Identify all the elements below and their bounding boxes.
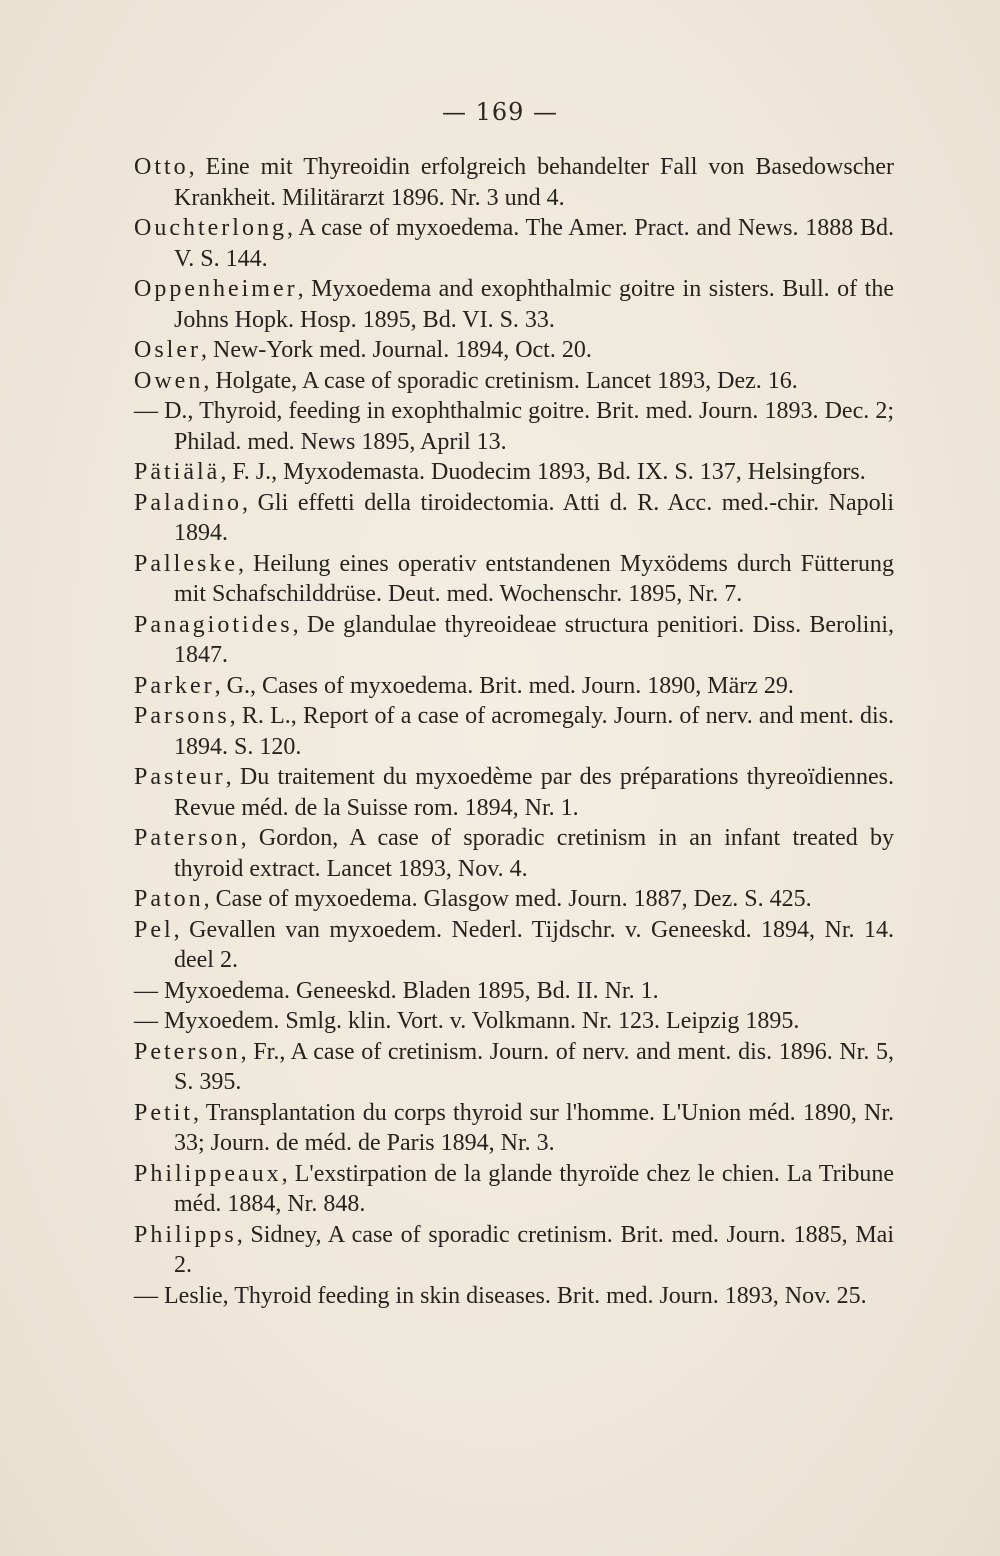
entry-text: — D., Thyroid, feeding in exophthalmic goitre. Brit. med. Journ. 1893. Dec. 2; Philad. med. News 1895, April 13. (134, 398, 894, 455)
entry-author: Parsons (134, 703, 230, 729)
entry-text: , Holgate, A case of sporadic cretinism. Lancet 1893, Dez. 16. (203, 367, 798, 394)
bibliography-entry (134, 915, 894, 976)
bibliography-entry (134, 823, 894, 884)
entry-text: , New-York med. Journal. 1894, Oct. 20. (200, 337, 592, 363)
entry-text: , F. J., Myxodemasta. Duodecim 1893, Bd. IX. S. 137, Helsingfors. (220, 459, 866, 485)
entry-author: Philipps (134, 1221, 237, 1248)
bibliography-entry (134, 610, 894, 671)
bibliography-entry (134, 1281, 894, 1312)
bibliography-list (134, 152, 894, 1311)
entry-author: Oppenheimer (134, 276, 298, 302)
bibliography-entry (134, 976, 894, 1007)
entry-author: Petit (134, 1099, 194, 1126)
bibliography-entry (134, 1037, 894, 1098)
entry-text: , Gordon, A case of sporadic cretinism in an infant treated by thyroid extract. Lancet 1893, Nov. 4. (174, 825, 894, 882)
bibliography-entry (134, 701, 894, 762)
entry-text: , L'exstirpation de la glande thyroïde chez le chien. La Tribune méd. 1884, Nr. 848. (174, 1160, 894, 1217)
entry-text: , Case of myxoedema. Glasgow med. Journ. 1887, Dez. S. 425. (203, 886, 812, 912)
bibliography-entry (134, 884, 894, 915)
bibliography-entry (134, 457, 894, 488)
bibliography-entry (134, 396, 894, 457)
bibliography-entry (134, 366, 894, 397)
bibliography-entry (134, 335, 894, 366)
bibliography-entry (134, 152, 894, 213)
entry-text: — Myxoedema. Geneeskd. Bladen 1895, Bd. II. Nr. 1. (134, 977, 659, 1004)
entry-author: Panagiotides (134, 611, 293, 638)
entry-author: Palleske (134, 550, 238, 577)
bibliography-entry (134, 1159, 894, 1220)
entry-text: , Sidney, A case of sporadic cretinism. Brit. med. Journ. 1885, Mai 2. (174, 1221, 894, 1278)
entry-author: Peterson (134, 1038, 241, 1065)
entry-text: , Eine mit Thyreoidin erfolgreich behandelter Fall von Basedowscher Krankheit. Militärarzt 1896. Nr. 3 und 4. (174, 154, 894, 211)
bibliography-entry (134, 549, 894, 610)
entry-text: , Gli effetti della tiroidectomia. Atti d. R. Acc. med.-chir. Napoli 1894. (174, 489, 894, 546)
entry-text: , A case of myxoedema. The Amer. Pract. and News. 1888 Bd. V. S. 144. (174, 215, 894, 272)
bibliography-entry (134, 1098, 894, 1159)
entry-author: Otto (134, 154, 189, 180)
entry-text: , G., Cases of myxoedema. Brit. med. Journ. 1890, März 29. (214, 672, 794, 699)
entry-author: Pel (134, 916, 174, 943)
entry-author: Paterson (134, 825, 241, 851)
entry-text: — Myxoedem. Smlg. klin. Vort. v. Volkmann. Nr. 123. Leipzig 1895. (134, 1008, 800, 1034)
entry-text: , De glandulae thyreoideae structura penitiori. Diss. Berolini, 1847. (174, 611, 894, 668)
page-number: — 169 — (441, 98, 559, 126)
entry-text: — Leslie, Thyroid feeding in skin diseases. Brit. med. Journ. 1893, Nov. 25. (134, 1282, 867, 1309)
bibliography-entry (134, 488, 894, 549)
entry-text: , Heilung eines operativ entstandenen Myxödems durch Fütterung mit Schafschilddrüse. Deut. med. Wochenschr. 1895, Nr. 7. (174, 550, 894, 607)
bibliography-entry (134, 274, 894, 335)
bibliography-entry (134, 213, 894, 274)
entry-author: Osler (134, 337, 201, 363)
entry-author: Philippeaux (134, 1160, 282, 1187)
entry-text: , Gevallen van myxoedem. Nederl. Tijdschr. v. Geneeskd. 1894, Nr. 14. deel 2. (173, 916, 894, 973)
entry-author: Paladino (134, 489, 242, 516)
entry-author: Pasteur (134, 764, 226, 790)
bibliography-entry (134, 671, 894, 702)
entry-author: Parker (134, 672, 215, 699)
bibliography-entry (134, 1006, 894, 1037)
entry-text: , Du traitement du myxoedème par des préparations thyreoïdiennes. Revue méd. de la Suisse rom. 1894, Nr. 1. (174, 764, 894, 821)
entry-author: Ouchterlong (134, 215, 287, 241)
entry-author: Paton (134, 886, 204, 912)
entry-author: Pätiälä (134, 459, 221, 485)
entry-text: , Transplantation du corps thyroid sur l'homme. L'Union méd. 1890, Nr. 33; Journ. de méd. de Paris 1894, Nr. 3. (174, 1099, 894, 1156)
bibliography-entry (134, 1220, 894, 1281)
entry-text: , Fr., A case of cretinism. Journ. of nerv. and ment. dis. 1896. Nr. 5, S. 395. (174, 1038, 894, 1095)
entry-author: Owen (134, 367, 204, 394)
bibliography-entry (134, 762, 894, 823)
entry-text: , Myxoedema and exophthalmic goitre in sisters. Bull. of the Johns Hopk. Hosp. 1895, Bd. VI. S. 33. (174, 276, 894, 333)
entry-text: , R. L., Report of a case of acromegaly. Journ. of nerv. and ment. dis. 1894. S. 120. (174, 703, 894, 760)
